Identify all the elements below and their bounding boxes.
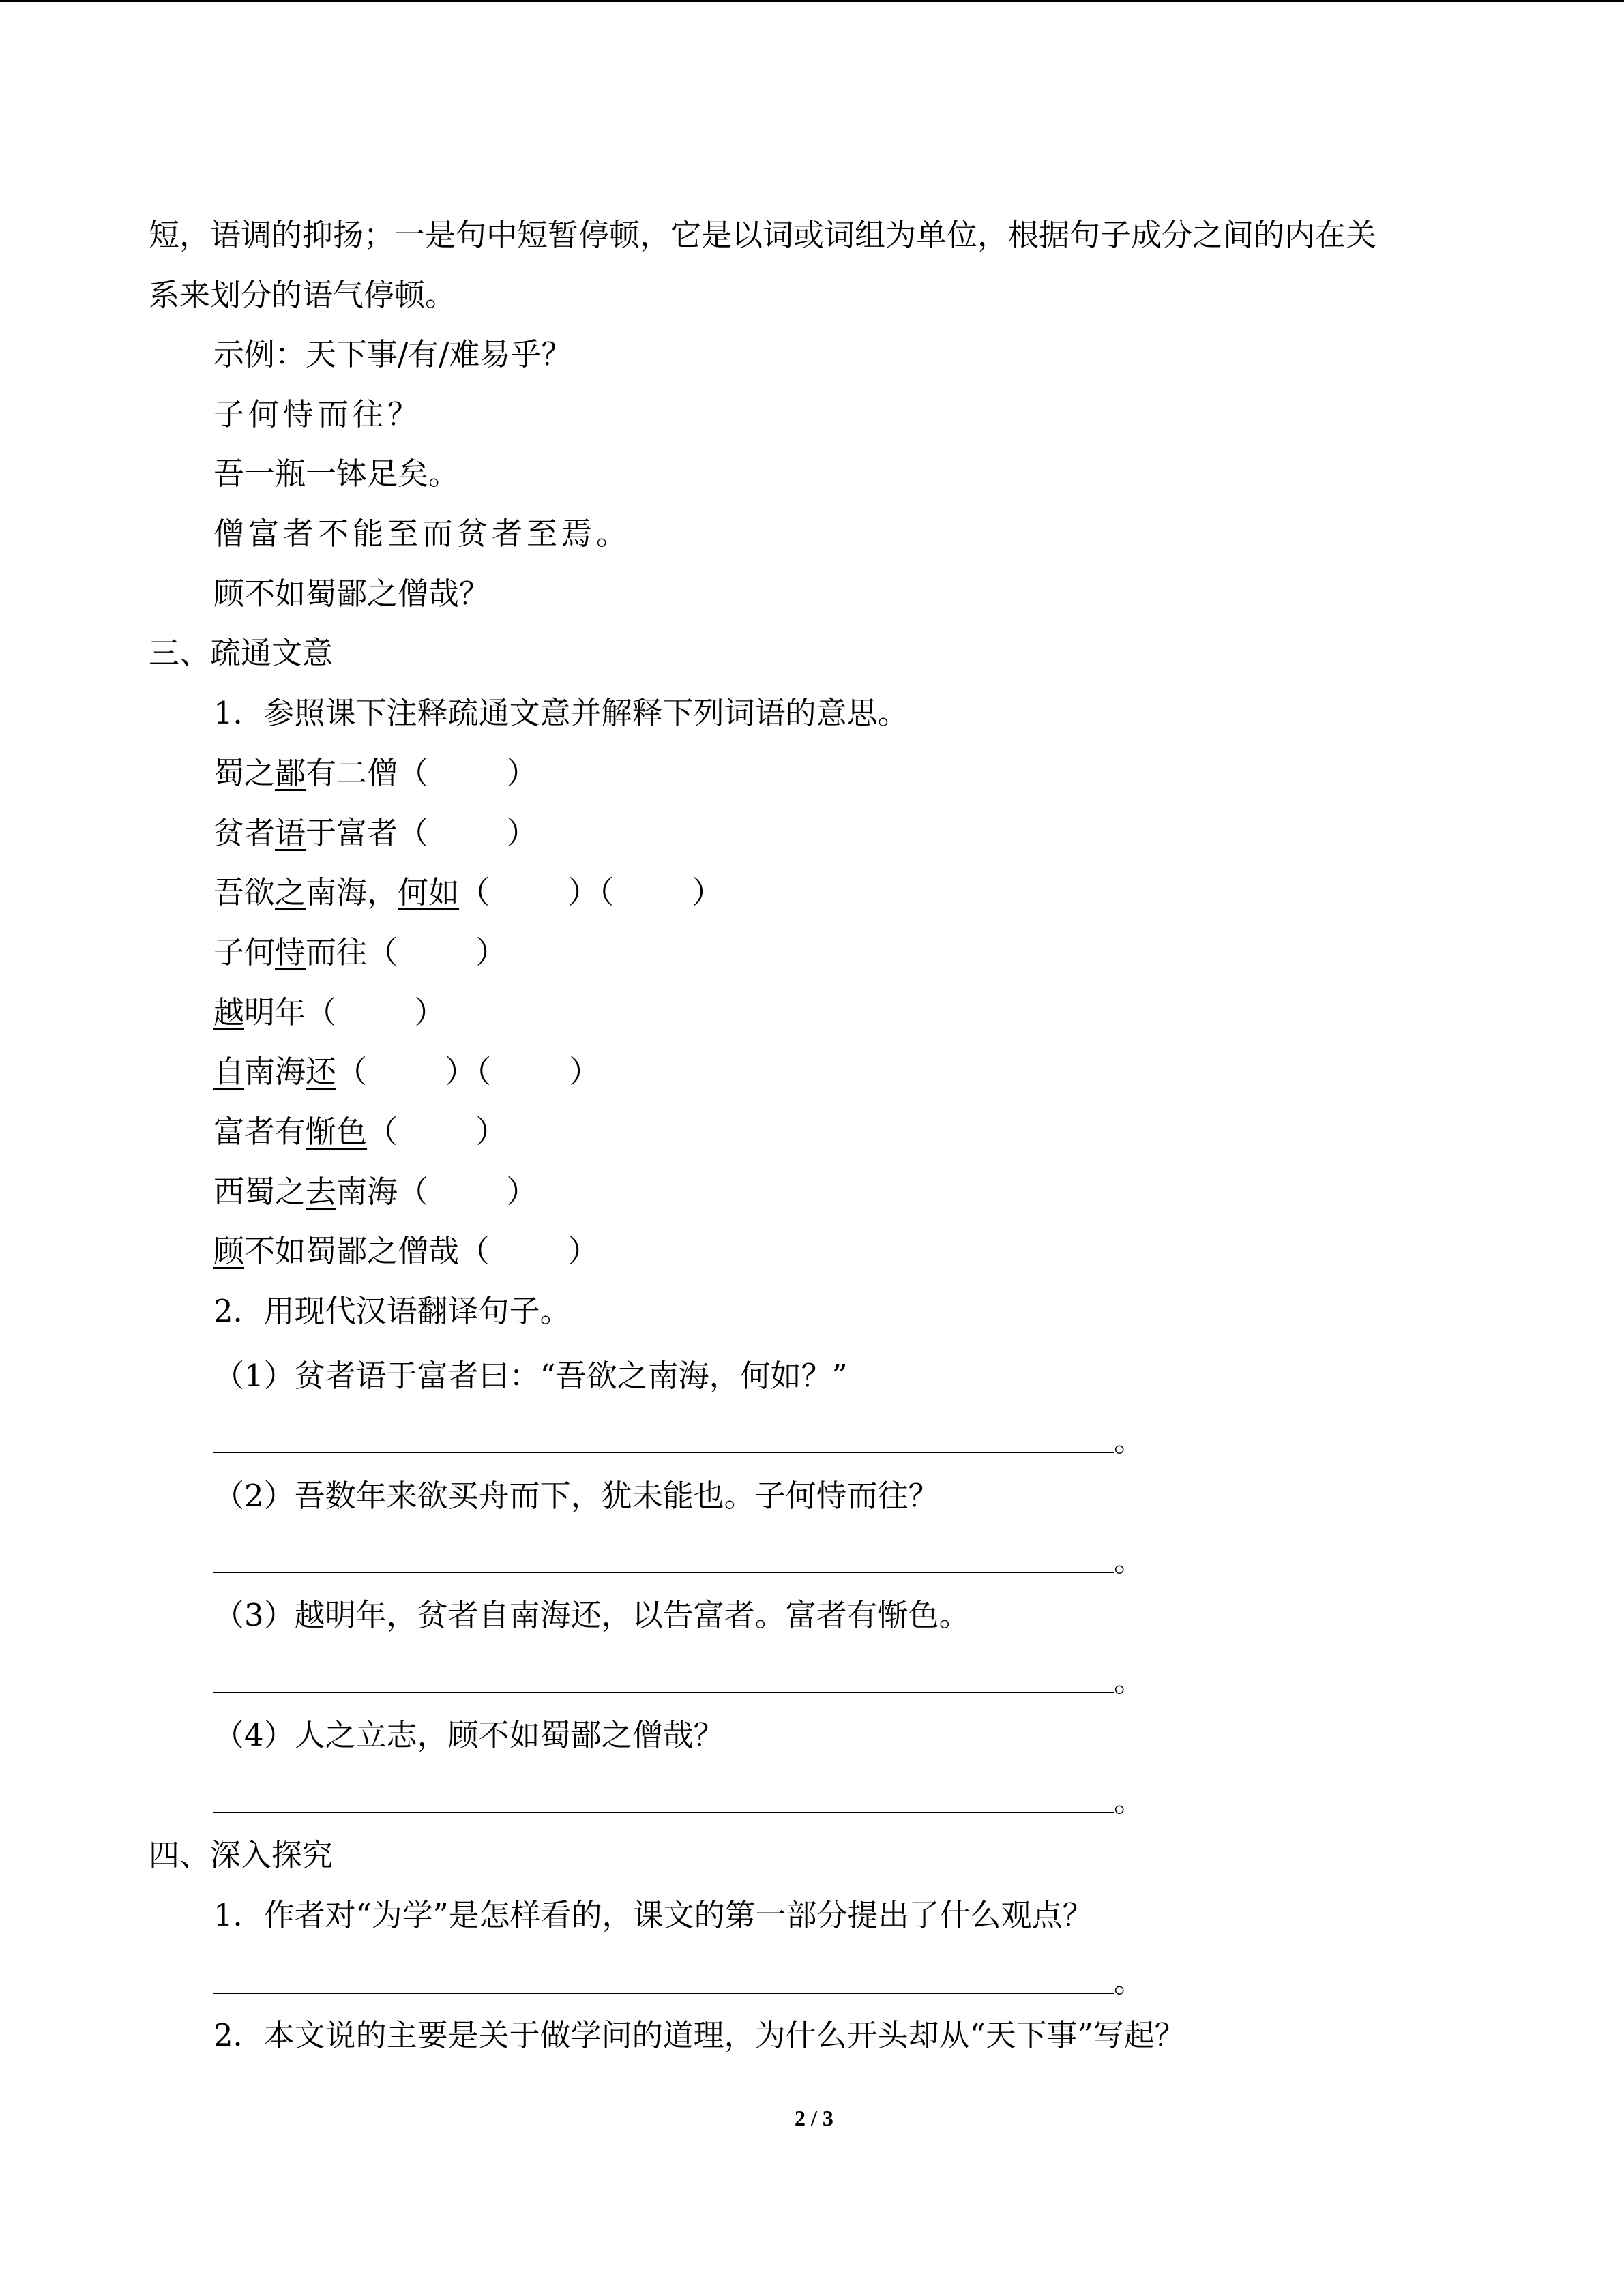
translation-prompt-4: （4）人之立志，顾不如蜀鄙之僧哉？ [213, 1717, 724, 1753]
page-top-border [0, 0, 1624, 2]
answer-line[interactable] [213, 1692, 1114, 1693]
answer-line-period: 。 [1114, 1963, 1145, 1999]
answer-blank[interactable]: （ ） [367, 1114, 507, 1150]
answer-blank[interactable]: （ ） [367, 934, 507, 970]
page-number: 2 / 3 [795, 2106, 833, 2130]
section-4-question-2: 2．本文说的主要是关于做学问的道理，为什么开头却从“天下事”写起？ [213, 2017, 1185, 2053]
vocab-item-8: 西蜀之去南海（ ） [213, 1174, 537, 1210]
answer-line[interactable] [213, 1812, 1114, 1813]
intro-line-2: 系来划分的语气停顿。 [149, 277, 456, 313]
vocab-item-3: 吾欲之南海，何如（ ）（ ） [213, 874, 723, 910]
answer-line[interactable] [213, 1572, 1114, 1573]
answer-line[interactable] [213, 1993, 1114, 1994]
section-4-title: 四、深入探究 [149, 1837, 334, 1873]
example-label: 示例：天下事/有/难易乎？ [213, 336, 572, 372]
example-sentence-2: 吾一瓶一钵足矣。 [213, 456, 460, 492]
example-sentence-4: 顾不如蜀鄙之僧哉？ [213, 576, 490, 612]
vocab-item-5: 越明年（ ） [213, 994, 445, 1030]
translation-prompt-1: （1）贫者语于富者曰：“吾欲之南海，何如？” [213, 1358, 848, 1394]
section-3-title: 三、疏通文意 [149, 635, 334, 671]
answer-blank[interactable]: （ ） [398, 1174, 537, 1210]
vocab-item-1: 蜀之鄙有二僧（ ） [213, 755, 537, 791]
answer-line-period: 。 [1114, 1783, 1145, 1819]
answer-blank[interactable]: （ ） [398, 755, 537, 791]
example-sentence-3: 僧富者不能至而贫者至焉。 [213, 516, 632, 552]
vocab-item-6: 自南海还（ ）（ ） [213, 1054, 600, 1090]
intro-line-1: 短，语调的抑扬；一是句中短暂停顿，它是以词或词组为单位，根据句子成分之间的内在关 [149, 217, 1377, 253]
answer-line-period: 。 [1114, 1542, 1145, 1579]
answer-line-period: 。 [1114, 1663, 1145, 1699]
example-sentence-1: 子何恃而往？ [213, 396, 423, 432]
vocab-item-2: 贫者语于富者（ ） [213, 815, 537, 851]
section-3-question-2: 2．用现代汉语翻译句子。 [213, 1293, 571, 1329]
answer-line-period: 。 [1114, 1422, 1145, 1459]
vocab-item-9: 顾不如蜀鄙之僧哉（ ） [213, 1233, 599, 1269]
answer-line[interactable] [213, 1452, 1114, 1453]
translation-prompt-3: （3）越明年，贫者自南海还，以告富者。富者有惭色。 [213, 1597, 970, 1633]
vocab-item-7: 富者有惭色（ ） [213, 1114, 507, 1150]
section-3-question-1: 1．参照课下注释疏通文意并解释下列词语的意思。 [213, 695, 909, 731]
answer-blank[interactable]: （ ） [459, 1233, 599, 1269]
section-4-question-1: 1．作者对“为学”是怎样看的，课文的第一部分提出了什么观点？ [213, 1897, 1093, 1933]
answer-blank[interactable]: （ ）（ ） [459, 874, 723, 910]
vocab-item-4: 子何恃而往（ ） [213, 934, 507, 970]
answer-blank[interactable]: （ ） [398, 815, 537, 851]
translation-prompt-2: （2）吾数年来欲买舟而下，犹未能也。子何恃而往？ [213, 1478, 939, 1514]
answer-blank[interactable]: （ ） [306, 994, 445, 1030]
answer-blank[interactable]: （ ）（ ） [336, 1054, 600, 1090]
